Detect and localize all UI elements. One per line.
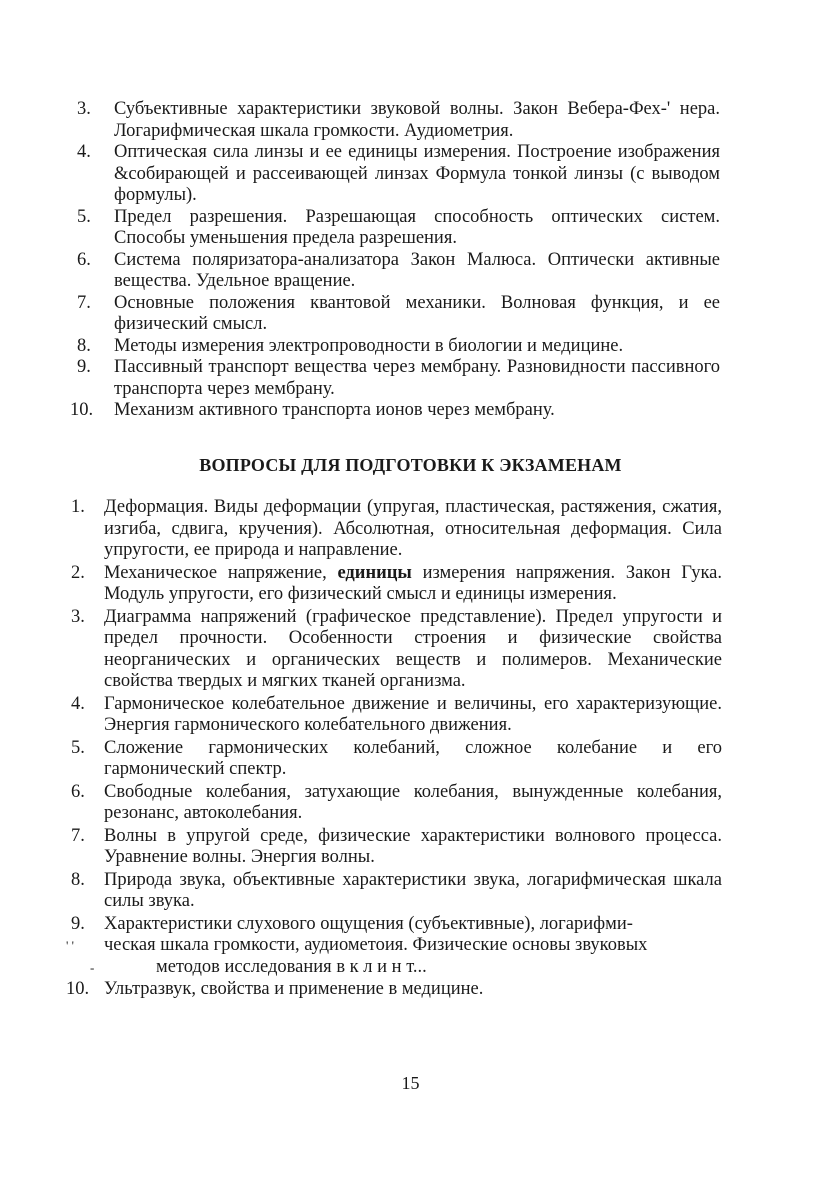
upper-question-list: [70, 99, 720, 422]
item-number: 5.: [77, 206, 91, 227]
item-number: 8.: [77, 335, 91, 356]
list-item: [70, 336, 720, 358]
item-number: 4.: [71, 693, 85, 714]
list-item: [66, 607, 722, 693]
item-text: Оптическая сила линзы и ее единицы измерения. Построение изображения &собирающей и рассеивающей линзах Формула тонкой линзы (с выводом формулы).: [114, 142, 720, 205]
exam-question-list: [66, 497, 722, 1002]
item-text: Предел разрешения. Разрешающая способность оптических систем. Способы уменьшения предела разрешения.: [114, 206, 720, 248]
item-text-end: измерения напряжения. Закон Гука. Модуль упругости, его физический смысл и единицы измерения.: [104, 562, 723, 604]
item-text-bold: единицы: [337, 562, 412, 583]
item-number: 9.: [71, 913, 85, 934]
list-item: [70, 400, 720, 422]
item-number: 6.: [77, 249, 91, 270]
item-text: Пассивный транспорт вещества через мембрану. Разновидности пассивного транспорта через мембрану.: [114, 357, 720, 399]
item-text-line-2: ческая шкала громкости, аудиометоия. Физические основы звуковых: [104, 935, 648, 955]
item-text: Диаграмма напряжений (графическое представление). Предел упругости и предел прочности. Особенности строения и физические свойства неорганических и органических веществ и полимеров. Механические свойства твердых и мягких тканей организма.: [104, 606, 722, 691]
list-item: [66, 782, 722, 825]
item-text-line-2-wrap: [66, 935, 722, 957]
item-number: 9.: [77, 357, 91, 377]
item-text-line-1: Характеристики слухового ощущения (субъективные), логарифми-: [104, 913, 633, 934]
item-number: 1.: [71, 497, 85, 517]
list-item: [66, 694, 722, 737]
item-number: 10.: [70, 400, 94, 420]
item-text: Методы измерения электропроводности в биологии и медицине.: [114, 335, 624, 356]
margin-mark: ' ': [66, 938, 74, 953]
item-text: Волны в упругой среде, физические характеристики волнового процесса. Уравнение волны. Энергия волны.: [104, 825, 722, 867]
item-number: 3.: [77, 99, 91, 119]
list-item: [66, 826, 722, 869]
item-number: 6.: [71, 781, 85, 802]
item-text: Свободные колебания, затухающие колебания, вынужденные колебания, резонанс, автоколебания.: [104, 781, 722, 823]
item-text: Ультразвук, свойства и применение в медицине.: [104, 979, 484, 999]
list-item: [70, 357, 720, 400]
list-item: [66, 979, 722, 1001]
item-number: 10.: [66, 979, 90, 999]
item-number: 5.: [71, 737, 85, 758]
item-number: 4.: [77, 142, 91, 162]
item-number: 7.: [77, 292, 91, 313]
item-text-line-3-wrap: [90, 956, 722, 979]
list-item: [66, 738, 722, 781]
section-heading: ВОПРОСЫ ДЛЯ ПОДГОТОВКИ К ЭКЗАМЕНАМ: [199, 455, 622, 475]
list-item: [66, 497, 722, 562]
item-text: Основные положения квантовой механики. Волновая функция, и ее физический смысл.: [114, 292, 720, 334]
item-text: Деформация. Виды деформации (упругая, пластическая, растяжения, сжатия, изгиба, сдвига, кручения). Абсолютная, относительная деформация. Сила упругости, ее природа и направление.: [104, 497, 722, 560]
item-text: Природа звука, объективные характеристики звука, логарифмическая шкала силы звука.: [104, 869, 722, 911]
list-item: [70, 293, 720, 336]
item-number: 2.: [71, 562, 85, 583]
list-item: [70, 250, 720, 293]
margin-mark: -: [90, 959, 95, 975]
item-number: 3.: [71, 606, 85, 627]
item-text: Механизм активного транспорта ионов через мембрану.: [114, 400, 555, 420]
item-number: 8.: [71, 869, 85, 890]
list-item: [66, 563, 722, 606]
list-item: [70, 99, 720, 142]
item-text: Гармоническое колебательное движение и величины, его характеризующие. Энергия гармонического колебательного движения.: [104, 693, 722, 735]
item-text-start: Механическое напряжение,: [104, 562, 338, 583]
item-text: Субъективные характеристики звуковой волны. Закон Вебера-Фех-' нера. Логарифмическая шкала громкости. Аудиометрия.: [114, 99, 720, 141]
page-number: 15: [401, 1073, 420, 1093]
list-item: [66, 914, 722, 979]
list-item: [70, 142, 720, 207]
item-text: Сложение гармонических колебаний, сложное колебание и его гармонический спектр.: [104, 737, 722, 779]
item-text-line-3: методов исследования в к л и н т...: [156, 956, 427, 977]
item-number: 7.: [71, 825, 85, 846]
item-text: Система поляризатора-анализатора Закон Малюса. Оптически активные вещества. Удельное вращение.: [114, 249, 720, 291]
list-item: [70, 207, 720, 250]
list-item: [66, 870, 722, 913]
